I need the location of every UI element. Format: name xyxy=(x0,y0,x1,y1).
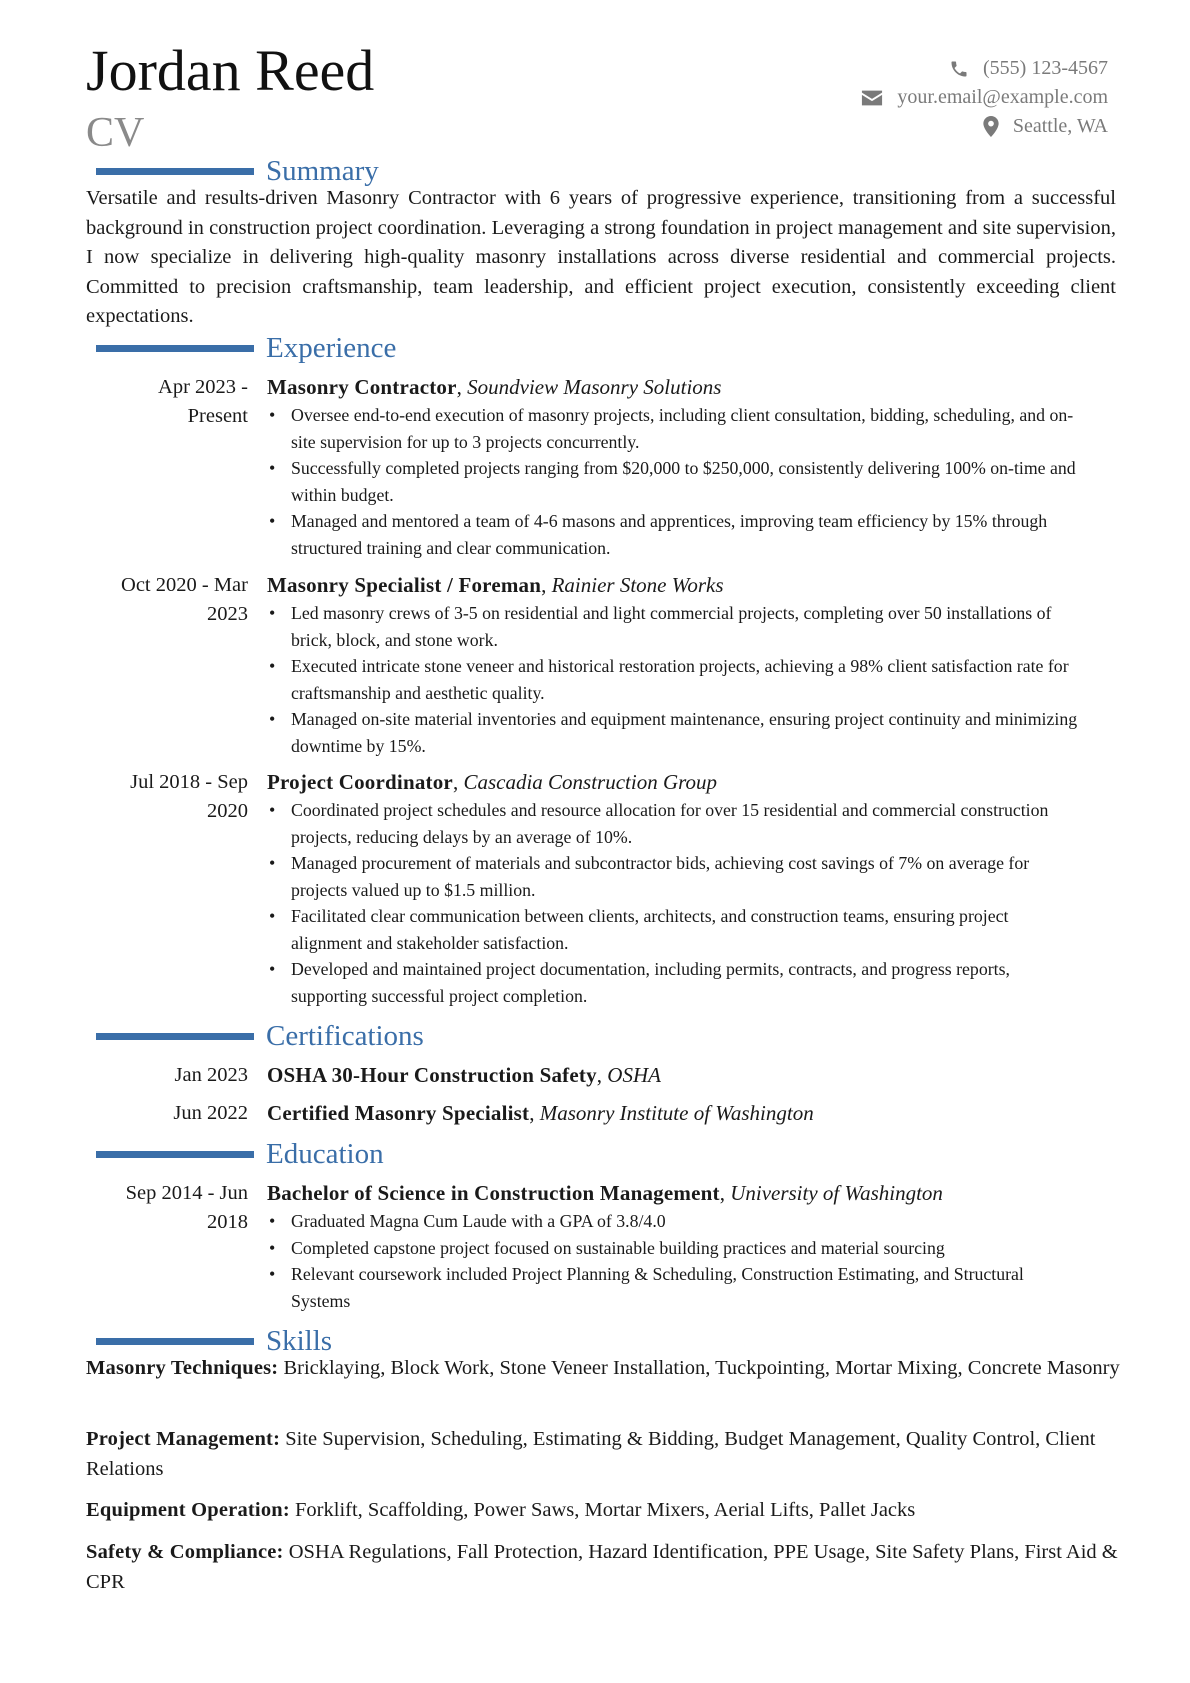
skill-values: Bricklaying, Block Work, Stone Veneer Installation, Tuckpointing, Mortar Mixing, Concrete Masonry xyxy=(283,1357,1120,1379)
entry-title: Bachelor of Science in Construction Management, University of Washington xyxy=(267,1181,943,1205)
date-line: Sep 2014 - Jun xyxy=(125,1182,248,1204)
school: University of Washington xyxy=(730,1181,943,1205)
bullet-list xyxy=(267,600,1187,759)
bullet-item: • Facilitated clear communication between clients, architects, and construction teams, ensuring project alignment and stakeholder satisfaction. xyxy=(267,903,1081,956)
skill-group xyxy=(86,1354,1126,1384)
section-bar xyxy=(96,168,254,175)
bullet-item: • Developed and maintained project documentation, including permits, contracts, and progress reports, supporting successful project completion. xyxy=(267,956,1081,1009)
bullet-item: • Managed and mentored a team of 4-6 masons and apprentices, improving team efficiency by 15% through structured training and clear communication. xyxy=(267,508,1081,561)
entry-body xyxy=(267,571,1187,759)
entry-title: Project Coordinator, Cascadia Construction Group xyxy=(267,770,718,794)
date-line: Jul 2018 - Sep xyxy=(130,771,248,793)
summary-text: Versatile and results-driven Masonry Contractor with 6 years of progressive experience, transitioning from a successful background in construction project coordination. Leveraging a strong foundation in project management and site supervision, I now specialize in delivering high-quality masonry installations across diverse residential and commercial projects. Committed to precision craftsmanship, team leadership, and efficient project execution, consistently exceeding client expectations. xyxy=(86,187,1116,327)
certification-issuer: OSHA xyxy=(607,1063,661,1087)
skill-values: Forklift, Scaffolding, Power Saws, Mortar Mixers, Aerial Lifts, Pallet Jacks xyxy=(295,1499,916,1521)
employer: Cascadia Construction Group xyxy=(463,770,718,794)
bullet-item: • Graduated Magna Cum Laude with a GPA of 3.8/4.0 xyxy=(267,1208,1081,1235)
entry-title: Masonry Contractor, Soundview Masonry Solutions xyxy=(267,375,722,399)
bullet-item: • Oversee end-to-end execution of masonry projects, including client consultation, bidding, scheduling, and on-site supervision for up to 3 projects concurrently. xyxy=(267,402,1081,455)
section-title: Skills xyxy=(266,1325,333,1357)
entry-date xyxy=(86,571,248,629)
certification-name: Certified Masonry Specialist xyxy=(267,1101,530,1125)
entry-date xyxy=(86,373,248,431)
skill-values: OSHA Regulations, Fall Protection, Hazard Identification, PPE Usage, Site Safety Plans, First Aid & CPR xyxy=(86,1541,1118,1593)
skill-label: Masonry Techniques: xyxy=(86,1357,279,1379)
section-education-header xyxy=(96,1134,1096,1174)
bullet-item: • Completed capstone project focused on sustainable building practices and material sourcing xyxy=(267,1235,1081,1262)
date-line: Present xyxy=(187,405,248,427)
entry-body xyxy=(267,1179,1187,1314)
map-pin-icon xyxy=(983,116,999,137)
section-bar xyxy=(96,1151,254,1158)
contact-email[interactable] xyxy=(861,83,1108,112)
skill-label: Equipment Operation: xyxy=(86,1499,290,1521)
bullet-list xyxy=(267,402,1187,561)
employer: Soundview Masonry Solutions xyxy=(467,375,722,399)
bullet-item: • Executed intricate stone veneer and historical restoration projects, achieving a 98% client satisfaction rate for craftsmanship and aesthetic quality. xyxy=(267,653,1081,706)
bullet-item: • Successfully completed projects ranging from $20,000 to $250,000, consistently delivering 100% on-time and within budget. xyxy=(267,455,1081,508)
bullet-item: • Coordinated project schedules and resource allocation for over 15 residential and commercial construction projects, reducing delays by an average of 10%. xyxy=(267,797,1081,850)
document-subtitle: CV xyxy=(86,110,145,156)
entry-body xyxy=(267,1099,1187,1128)
candidate-name: Jordan Reed xyxy=(86,38,375,103)
bullet-item: • Led masonry crews of 3-5 on residential and light commercial projects, completing over 50 installations of brick, block, and stone work. xyxy=(267,600,1081,653)
skill-values: Site Supervision, Scheduling, Estimating & Bidding, Budget Management, Quality Control, Client Relations xyxy=(86,1428,1096,1480)
section-bar xyxy=(96,345,254,352)
contact-location xyxy=(861,112,1108,141)
entry-date: Jan 2023 xyxy=(174,1064,248,1086)
bullet-item: • Managed on-site material inventories and equipment maintenance, ensuring project continuity and minimizing downtime by 15%. xyxy=(267,706,1081,759)
contact-phone[interactable] xyxy=(861,54,1108,83)
section-bar xyxy=(96,1033,254,1040)
entry-title: Masonry Specialist / Foreman, Rainier Stone Works xyxy=(267,573,724,597)
skill-label: Safety & Compliance: xyxy=(86,1541,284,1563)
date-line: 2023 xyxy=(207,603,248,625)
skill-group xyxy=(86,1496,1126,1526)
section-bar xyxy=(96,1338,254,1345)
entry-date xyxy=(86,768,248,826)
email-text: your.email@example.com xyxy=(897,86,1108,108)
degree: Bachelor of Science in Construction Management xyxy=(267,1181,720,1205)
contact-block xyxy=(861,54,1108,141)
phone-text: (555) 123-4567 xyxy=(983,57,1108,79)
employer: Rainier Stone Works xyxy=(551,573,724,597)
bullet-list xyxy=(267,797,1187,1009)
entry-body xyxy=(267,768,1187,1009)
date-line: Oct 2020 - Mar xyxy=(121,574,248,596)
date-line: 2020 xyxy=(207,800,248,822)
entry-title: OSHA 30-Hour Construction Safety, OSHA xyxy=(267,1063,661,1087)
job-role: Masonry Contractor xyxy=(267,375,457,399)
envelope-icon xyxy=(861,89,883,107)
section-experience-header xyxy=(96,328,1096,368)
section-certifications-header xyxy=(96,1016,1096,1056)
entry-body xyxy=(267,1061,1187,1090)
skill-group xyxy=(86,1425,1126,1484)
certification-name: OSHA 30-Hour Construction Safety xyxy=(267,1063,597,1087)
entry-body xyxy=(267,373,1187,561)
bullet-item: • Managed procurement of materials and subcontractor bids, achieving cost savings of 7% on average for projects valued up to $1.5 million. xyxy=(267,850,1081,903)
date-line: 2018 xyxy=(207,1211,248,1233)
skill-label: Project Management: xyxy=(86,1428,281,1450)
job-role: Project Coordinator xyxy=(267,770,453,794)
bullet-item: • Relevant coursework included Project Planning & Scheduling, Construction Estimating, and Structural Systems xyxy=(267,1261,1081,1314)
section-title: Education xyxy=(266,1138,384,1170)
skill-group xyxy=(86,1538,1126,1597)
entry-date xyxy=(86,1179,248,1237)
phone-icon xyxy=(949,59,969,79)
section-title: Experience xyxy=(266,332,397,364)
bullet-list xyxy=(267,1208,1187,1314)
date-line: Apr 2023 - xyxy=(158,376,248,398)
entry-date: Jun 2022 xyxy=(173,1102,248,1124)
section-title: Summary xyxy=(266,155,379,187)
location-text: Seattle, WA xyxy=(1012,115,1108,137)
entry-title: Certified Masonry Specialist, Masonry Institute of Washington xyxy=(267,1101,814,1125)
certification-issuer: Masonry Institute of Washington xyxy=(539,1101,814,1125)
section-title: Certifications xyxy=(266,1020,424,1052)
job-role: Masonry Specialist / Foreman xyxy=(267,573,542,597)
